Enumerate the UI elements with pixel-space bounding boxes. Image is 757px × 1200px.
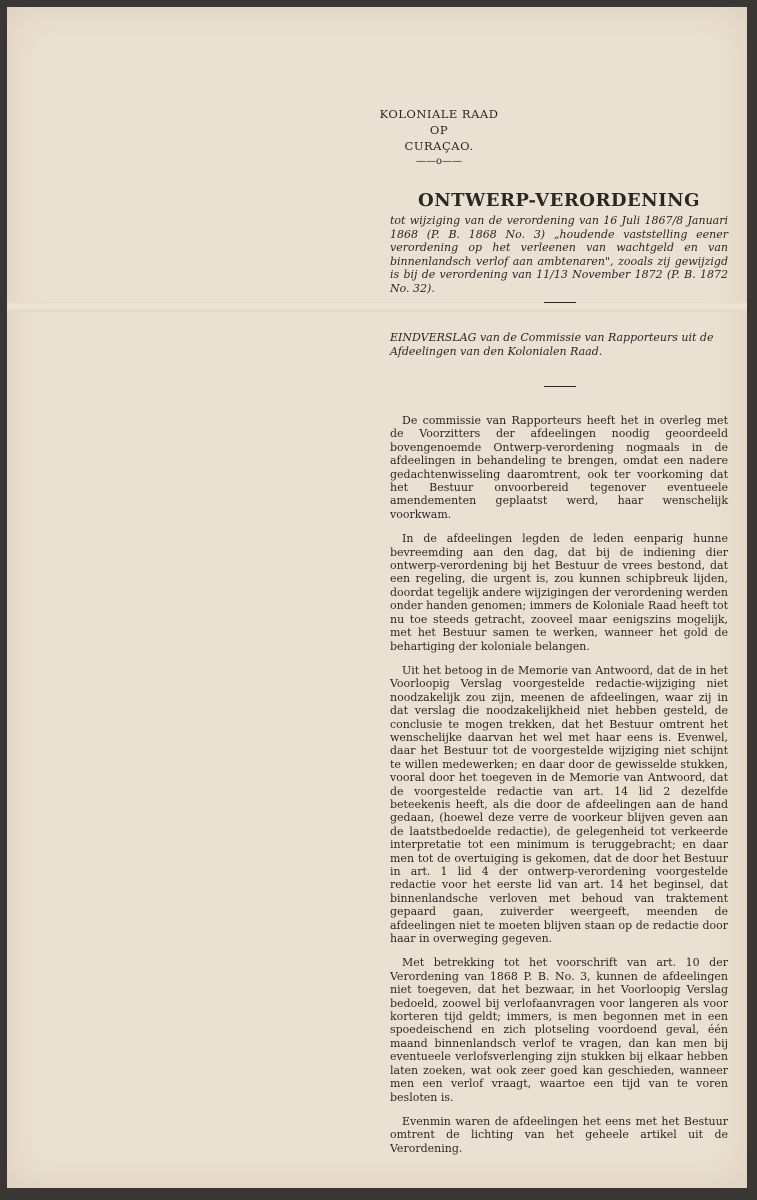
header-ornament: ——o—— — [415, 156, 463, 167]
paragraph: Evenmin waren de afdeelingen het eens met het Bestuur omtrent de lichting van het geheele artikel uit de Verordening. — [390, 1114, 728, 1155]
header-line-2: OP — [429, 123, 449, 137]
paragraph: Met betrekking tot het voorschrift van art. 10 der Verordening van 1868 P. B. No. 3, kunnen de afdeelingen niet toegeven, dat het bezwaar, in het Voorloopig Verslag bedoeld, zoowel bij verlofaanvragen voor langeren als voor korteren tijd geldt; immers, is men begonnen met in een spoedeischend en zich plotseling voordoend geval, één maand binnenlandsch verlof te vragen, dan kan men bij eventueele verlofsverlenging zijn stukken bij elkaar hebben laten zoeken, wat ook zeer goed kan geschieden, wanneer men een verlof vraagt, waartoe een tijd van te voren besloten is. — [390, 956, 728, 1104]
header-line-3: CURAÇAO. — [404, 139, 474, 153]
divider-rule — [544, 302, 576, 303]
council-header — [364, 106, 514, 170]
paragraph: De commissie van Rapporteurs heeft het in overleg met de Voorzitters der afdeelingen noodig geoordeeld bovengenoemde Ontwerp-verordening nogmaals in de afdeelingen in behandeling te brengen, omdat een nadere gedachtenwisseling daaromtrent, ook ter voorkoming dat het Bestuur onvoorbereid tegenover eventueele amendementen geplaatst werd, haar wenschelijk voorkwam. — [390, 414, 728, 521]
page-fold — [7, 302, 747, 312]
document-title: ONTWERP-VERORDENING — [418, 190, 700, 211]
divider-rule — [544, 386, 576, 387]
eindverslag-heading: EINDVERSLAG van de Commissie van Rapporteurs uit de Afdeelingen van den Kolonialen Raad. — [390, 331, 714, 358]
header-line-1: KOLONIALE RAAD — [379, 107, 499, 121]
document-subtitle: tot wijziging van de verordening van 16 Juli 1867/8 Januari 1868 (P. B. 1868 No. 3) „houdende vaststelling eener verordening op het verleenen van wachtgeld en van binnenlandsch verlof aan ambtenaren", zooals zij gewijzigd is bij de verordening van 11/13 November 1872 (P. B. 1872 No. 32). — [390, 214, 728, 295]
paragraph: Uit het betoog in de Memorie van Antwoord, dat de in het Voorloopig Verslag voorgestelde redactie-wijziging niet noodzakelijk zou zijn, meenen de afdeelingen, waar zij in dat verslag die noodzakelijkheid niet hebben gesteld, de conclusie te mogen trekken, dat het Bestuur omtrent het wenschelijke daarvan het wel met haar eens is. Evenwel, daar het Bestuur tot de voorgestelde wijziging niet schijnt te willen medewerken; en daar door de gewisselde stukken, vooral door het toegeven in de Memorie van Antwoord, dat de voorgestelde redactie van art. 14 lid 2 dezelfde beteekenis heeft, als die door de afdeelingen aan de hand gedaan, (hoewel deze verre de voorkeur blijven geven aan de laatstbedoelde redactie), de gelegenheid tot verkeerde interpretatie tot een minimum is teruggebracht; en daar men tot de overtuiging is gekomen, dat de door het Bestuur in art. 1 lid 4 der ontwerp-verordening voorgestelde redactie voor het eerste lid van art. 14 het beginsel, dat binnenlandsche verloven met behoud van traktement gepaard gaan, zuiverder weergeeft, meenden de afdeelingen niet te moeten blijven staan op de redactie door haar in overweging gegeven. — [390, 663, 728, 946]
paragraph: In de afdeelingen legden de leden eenparig hunne bevreemding aan den dag, dat bij de indiening dier ontwerp-verordening bij het Bestuur de vrees bestond, dat een regeling, die urgent is, zou kunnen schipbreuk lijden, doordat tegelijk andere wijzigingen der verordening werden onder handen genomen; immers de Koloniale Raad heeft tot nu toe steeds getracht, zooveel maar eenigszins mogelijk, met het Bestuur samen te werken, wanneer het gold de behartiging der koloniale belangen. — [390, 532, 728, 653]
report-body — [390, 414, 728, 1166]
